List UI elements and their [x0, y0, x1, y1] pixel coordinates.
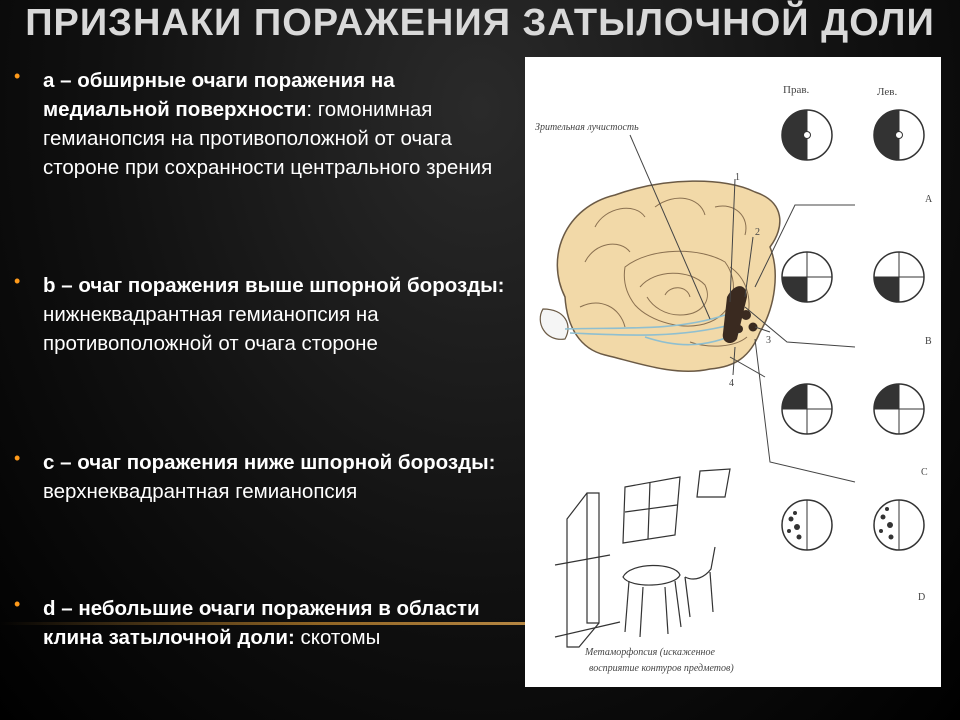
label-radiation: Зрительная лучистость	[535, 122, 639, 133]
bullet-d-bold: d – небольшие очаги поражения в области клина затылочной доли:	[43, 597, 480, 649]
bullet-text-b	[43, 271, 523, 358]
bullet-b-bold: b – очаг поражения выше шпорной борозды:	[43, 274, 505, 297]
label-right: Прав.	[783, 84, 810, 96]
slide-title: ПРИЗНАКИ ПОРАЖЕНИЯ ЗАТЫЛОЧНОЙ ДОЛИ	[25, 2, 935, 44]
lesion-number-3: 3	[766, 335, 771, 346]
visual-field-row-c	[782, 384, 928, 478]
field-a-left	[874, 110, 924, 160]
row-label-a: A	[925, 194, 933, 205]
field-c-right	[782, 384, 832, 434]
field-a-right	[782, 110, 832, 160]
visual-field-row-b	[782, 252, 932, 347]
bullet-b-text: нижнеквадрантная гемианопсия на противоположной от очага стороне	[43, 303, 379, 355]
cerebellum-outline	[540, 309, 568, 339]
lesion-number-4: 4	[729, 378, 734, 389]
field-d-right	[782, 500, 832, 550]
lesion-number-1: 1	[735, 172, 740, 183]
room-sketch	[555, 469, 730, 647]
bullet-d-text: скотомы	[294, 626, 381, 649]
field-d-left	[874, 500, 924, 550]
caption-line-1: Метаморфопсия (искаженное	[585, 647, 715, 658]
bullet-c-bold: c – очаг поражения ниже шпорной борозды:	[43, 451, 496, 474]
occipital-lesion-figure	[525, 57, 941, 687]
figure-illustration	[525, 57, 941, 687]
visual-field-row-a	[782, 110, 933, 205]
label-left: Лев.	[877, 86, 898, 98]
bullet-text-a	[43, 66, 523, 182]
field-b-right	[782, 252, 832, 302]
bullet-marker: •	[14, 594, 21, 614]
bullet-c-text: верхнеквадрантная гемианопсия	[43, 480, 358, 503]
row-label-c: C	[921, 467, 928, 478]
lesion-number-2: 2	[755, 227, 760, 238]
bullet-a-bold: a – обширные очаги поражения на медиальной поверхности	[43, 69, 395, 121]
field-c-left	[874, 384, 924, 434]
row-label-b: B	[925, 336, 932, 347]
field-b-left	[874, 252, 924, 302]
row-label-d: D	[918, 592, 926, 603]
visual-field-row-d	[782, 500, 925, 603]
bullet-text-c	[43, 448, 523, 506]
bullet-marker: •	[14, 271, 21, 291]
bullet-marker: •	[14, 448, 21, 468]
caption-line-2: восприятие контуров предметов)	[589, 663, 734, 674]
decorative-glow-line	[0, 622, 530, 625]
bullet-marker: •	[14, 66, 21, 86]
bullet-a-text: : гомонимная гемианопсия на противоположной от очага стороне при сохранности центрального зрения	[43, 98, 493, 179]
